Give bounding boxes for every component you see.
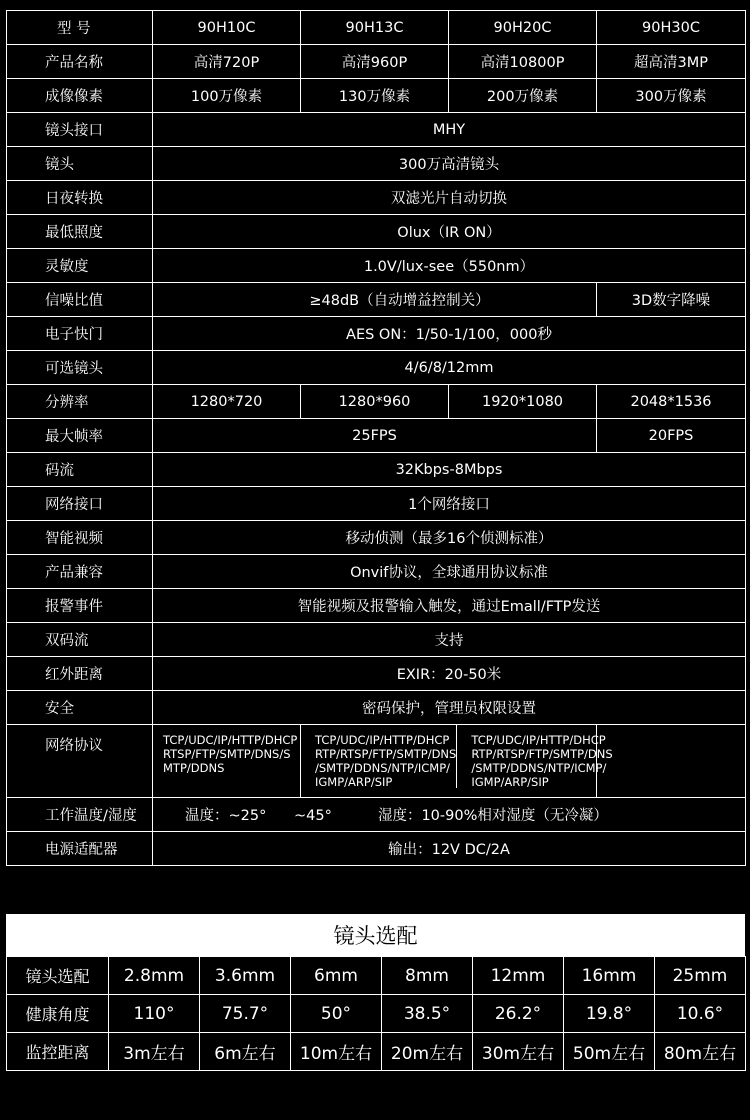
table-row: [7, 725, 746, 798]
protocol-cell: [301, 725, 457, 788]
table-cell: 10.6°: [655, 995, 746, 1033]
table-cell: 50°: [291, 995, 382, 1033]
table-cell: 3.6mm: [200, 957, 291, 995]
protocol-line: /SMTP/DDNS/NTP/ICMP/: [471, 761, 607, 775]
table-cell: 4/6/8/12mm: [153, 351, 746, 385]
protocol-line: RTP/RTSP/FTP/SMTP/DNS: [471, 747, 613, 761]
table-cell: 32Kbps-8Mbps: [153, 453, 746, 487]
table-cell: 2.8mm: [109, 957, 200, 995]
table-row: [7, 487, 746, 521]
table-cell: 高清720P: [153, 45, 301, 79]
table-cell: 输出：12V DC/2A: [153, 832, 746, 866]
table-cell: 高清960P: [301, 45, 449, 79]
protocol-line: TCP/UDC/IP/HTTP/DHCP: [471, 733, 606, 747]
row-label: 最低照度: [7, 215, 153, 249]
row-label: 红外距离: [7, 657, 153, 691]
table-row: [7, 453, 746, 487]
table-row: [7, 1033, 746, 1071]
row-label: 最大帧率: [7, 419, 153, 453]
row-label: 报警事件: [7, 589, 153, 623]
row-label: 镜头接口: [7, 113, 153, 147]
table-row: [7, 45, 746, 79]
row-label: 工作温度/湿度: [7, 798, 153, 832]
row-label: 码流: [7, 453, 153, 487]
row-label: 日夜转换: [7, 181, 153, 215]
table-cell: 26.2°: [473, 995, 564, 1033]
table-cell: 支持: [153, 623, 746, 657]
row-label: 灵敏度: [7, 249, 153, 283]
row-label: 成像像素: [7, 79, 153, 113]
table-cell: Olux（IR ON）: [153, 215, 746, 249]
table-row: [7, 798, 746, 832]
table-cell: 智能视频及报警输入触发，通过Emall/FTP发送: [153, 589, 746, 623]
protocol-line: RTP/RTSP/FTP/SMTP/DNS: [315, 747, 457, 761]
row-label: 镜头: [7, 147, 153, 181]
row-label: 网络协议: [7, 725, 153, 798]
table-cell: 25FPS: [153, 419, 597, 453]
table-row: [7, 657, 746, 691]
table-cell: ≥48dB（自动增益控制关）: [153, 283, 597, 317]
table-row: [7, 351, 746, 385]
protocol-line: IGMP/ARP/SIP: [315, 775, 393, 789]
table-row: [7, 215, 746, 249]
row-label: 双码流: [7, 623, 153, 657]
table-cell: 16mm: [564, 957, 655, 995]
row-label: 产品名称: [7, 45, 153, 79]
table-cell: 1个网络接口: [153, 487, 746, 521]
table-row: [7, 995, 746, 1033]
table-cell: 50m左右: [564, 1033, 655, 1071]
table-row: [7, 11, 746, 45]
protocol-line: IGMP/ARP/SIP: [471, 775, 549, 789]
table-cell: 双滤光片自动切换: [153, 181, 746, 215]
protocol-cell: [153, 725, 301, 798]
table-row: [7, 181, 746, 215]
table-cell: 高清10800P: [449, 45, 597, 79]
table-cell: 1920*1080: [449, 385, 597, 419]
table-row: [7, 79, 746, 113]
table-row: [7, 317, 746, 351]
table-row: [7, 957, 746, 995]
row-label: 监控距离: [7, 1033, 109, 1071]
table-cell: [153, 798, 746, 832]
table-cell: 80m左右: [655, 1033, 746, 1071]
table-cell: 20m左右: [382, 1033, 473, 1071]
row-label: 镜头选配: [7, 957, 109, 995]
row-label: 网络接口: [7, 487, 153, 521]
table-cell: 19.8°: [564, 995, 655, 1033]
table-cell: 6mm: [291, 957, 382, 995]
table-row: [7, 623, 746, 657]
row-label: 分辨率: [7, 385, 153, 419]
model-cell: 90H13C: [301, 11, 449, 45]
table-row: [7, 283, 746, 317]
table-row: [7, 555, 746, 589]
table-cell: 110°: [109, 995, 200, 1033]
table-cell: 75.7°: [200, 995, 291, 1033]
row-label: 健康角度: [7, 995, 109, 1033]
row-label: 信噪比值: [7, 283, 153, 317]
lens-table: [6, 956, 746, 1071]
table-row: [7, 521, 746, 555]
table-row: [7, 385, 746, 419]
table-cell: 移动侦测（最多16个侦测标准）: [153, 521, 746, 555]
table-cell: 密码保护，管理员权限设置: [153, 691, 746, 725]
row-label: 产品兼容: [7, 555, 153, 589]
table-cell: 200万像素: [449, 79, 597, 113]
table-cell: 25mm: [655, 957, 746, 995]
table-cell: 3D数字降噪: [597, 283, 746, 317]
table-cell: MHY: [153, 113, 746, 147]
table-cell: 10m左右: [291, 1033, 382, 1071]
table-cell: AES ON：1/50-1/100，000秒: [153, 317, 746, 351]
model-cell: 90H20C: [449, 11, 597, 45]
table-cell: 1280*720: [153, 385, 301, 419]
row-label: 智能视频: [7, 521, 153, 555]
model-cell: 90H10C: [153, 11, 301, 45]
protocol-line: TCP/UDC/IP/HTTP/DHCP: [163, 733, 298, 747]
table-cell: 38.5°: [382, 995, 473, 1033]
lens-section-title: 镜头选配: [6, 914, 745, 956]
protocol-line: TCP/UDC/IP/HTTP/DHCP: [315, 733, 450, 747]
table-cell: Onvif协议，全球通用协议标准: [153, 555, 746, 589]
table-cell: 1280*960: [301, 385, 449, 419]
table-cell: 1.0V/lux-see（550nm）: [153, 249, 746, 283]
table-cell: 300万像素: [597, 79, 746, 113]
row-label: 可选镜头: [7, 351, 153, 385]
row-label: 安全: [7, 691, 153, 725]
table-cell: 2048*1536: [597, 385, 746, 419]
protocol-cell: [457, 725, 612, 788]
model-cell: 90H30C: [597, 11, 746, 45]
table-cell: 300万高清镜头: [153, 147, 746, 181]
temperature-text: 温度：~25° ~45°: [185, 808, 332, 824]
table-row: [7, 691, 746, 725]
table-cell: 8mm: [382, 957, 473, 995]
table-cell: 20FPS: [597, 419, 746, 453]
humidity-text: 湿度：10-90%相对湿度（无冷凝）: [377, 808, 608, 824]
model-label: 型 号: [7, 11, 153, 45]
table-row: [7, 832, 746, 866]
table-row: [7, 113, 746, 147]
table-cell: EXIR：20-50米: [153, 657, 746, 691]
protocol-line: RTSP/FTP/SMTP/DNS/S: [163, 747, 291, 761]
table-cell: 超高清3MP: [597, 45, 746, 79]
table-cell: 6m左右: [200, 1033, 291, 1071]
protocol-group: [301, 725, 613, 798]
table-cell: 130万像素: [301, 79, 449, 113]
table-row: [7, 589, 746, 623]
row-label: 电子快门: [7, 317, 153, 351]
protocol-line: MTP/DDNS: [163, 761, 225, 775]
table-row: [7, 147, 746, 181]
table-cell: 100万像素: [153, 79, 301, 113]
table-cell: 30m左右: [473, 1033, 564, 1071]
table-row: [7, 419, 746, 453]
row-label: 电源适配器: [7, 832, 153, 866]
table-cell: 12mm: [473, 957, 564, 995]
table-row: [7, 249, 746, 283]
protocol-line: /SMTP/DDNS/NTP/ICMP/: [315, 761, 451, 775]
spec-table: [6, 10, 746, 866]
protocol-spacer: [597, 725, 746, 798]
table-cell: 3m左右: [109, 1033, 200, 1071]
